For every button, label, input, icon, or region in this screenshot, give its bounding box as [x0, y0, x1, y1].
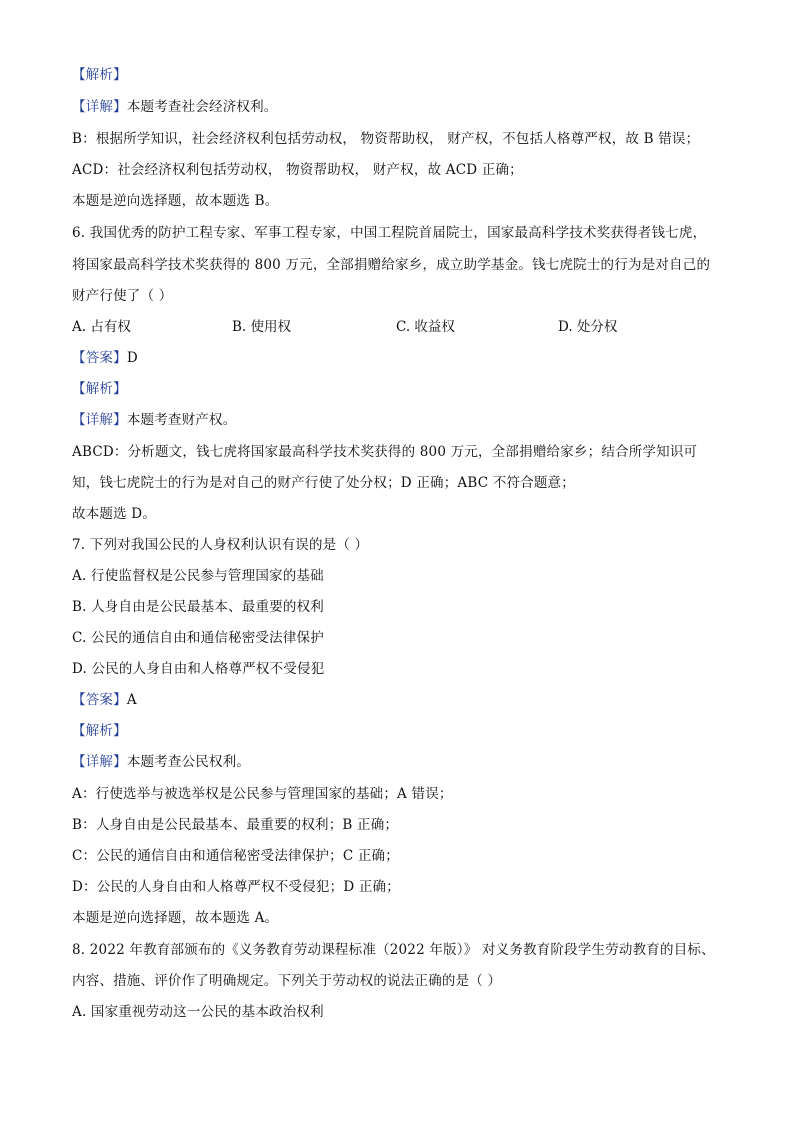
q8-option-a: A. 国家重视劳动这一公民的基本政治权利 — [72, 1004, 324, 1020]
q8-stem-line-2: 内容、措施、评价作了明确规定。下列关于劳动权的说法正确的是（ ） — [72, 973, 502, 989]
q6-option-a: A. 占有权 — [72, 319, 131, 335]
q6-analysis-tag — [72, 380, 722, 398]
q7-option-d: D. 公民的人身自由和人格尊严权不受侵犯 — [72, 661, 325, 677]
q7-detail-line — [72, 753, 722, 771]
q5-analysis-b: B：根据所学知识，社会经济权利包括劳动权， 物资帮助权， 财产权，不包括人格尊严权，故 B 错误； — [72, 131, 700, 147]
q7-analysis-a: A：行使选举与被选举权是公民参与管理国家的基础；A 错误； — [72, 786, 453, 802]
q7-option-a: A. 行使监督权是公民参与管理国家的基础 — [72, 568, 324, 584]
q7-answer-line — [72, 691, 722, 709]
q6-options — [72, 318, 722, 336]
detail-tag: 【详解】 — [72, 99, 127, 115]
q6-option-b: B. 使用权 — [232, 319, 292, 335]
detail-text: 本题考查公民权利。 — [126, 754, 251, 770]
q5-conclusion: 本题是逆向选择题，故本题选 B。 — [72, 193, 279, 209]
answer-tag: 【答案】 — [72, 692, 127, 708]
detail-tag: 【详解】 — [72, 754, 127, 770]
q6-stem-line-2: 将国家最高科学技术奖获得的 800 万元，全部捐赠给家乡，成立助学基金。钱七虎院士的行为是对自己的 — [72, 257, 711, 273]
q7-analysis-tag — [72, 722, 722, 740]
q7-analysis-d: D：公民的人身自由和人格尊严权不受侵犯；D 正确； — [72, 879, 400, 895]
answer-value: A — [126, 692, 137, 708]
detail-tag: 【详解】 — [72, 412, 127, 428]
q7-option-c: C. 公民的通信自由和通信秘密受法律保护 — [72, 630, 324, 646]
q5-analysis-acd: ACD：社会经济权利包括劳动权， 物资帮助权， 财产权，故 ACD 正确； — [72, 162, 523, 178]
detail-text: 本题考查社会经济权利。 — [126, 99, 278, 115]
q8-stem-line-1: 8. 2022 年教育部颁布的《义务教育劳动课程标准（2022 年版）》 对义务教育阶段学生劳动教育的目标、 — [72, 942, 715, 958]
q7-stem: 7. 下列对我国公民的人身权利认识有误的是（ ） — [72, 537, 369, 553]
q6-analysis-line-2: 知，钱七虎院士的行为是对自己的财产行使了处分权；D 正确；ABC 不符合题意； — [72, 475, 575, 491]
answer-tag: 【答案】 — [72, 350, 127, 366]
detail-text: 本题考查财产权。 — [126, 412, 237, 428]
analysis-tag: 【解析】 — [72, 723, 127, 739]
q6-detail-line — [72, 411, 722, 429]
analysis-tag: 【解析】 — [72, 381, 127, 397]
q6-stem-line-1: 6. 我国优秀的防护工程专家、军事工程专家，中国工程院首届院士，国家最高科学技术奖获得者钱七虎， — [72, 225, 707, 241]
analysis-tag: 【解析】 — [72, 67, 127, 83]
q7-analysis-b: B：人身自由是公民最基本、最重要的权利；B 正确； — [72, 817, 399, 833]
q7-analysis-c: C：公民的通信自由和通信秘密受法律保护；C 正确； — [72, 848, 399, 864]
q6-option-c: C. 收益权 — [396, 319, 455, 335]
q7-conclusion: 本题是逆向选择题，故本题选 A。 — [72, 910, 279, 926]
q6-conclusion: 故本题选 D。 — [72, 506, 157, 522]
q5-analysis-tag — [72, 66, 722, 84]
q6-stem-line-3: 财产行使了（ ） — [72, 288, 173, 304]
q6-option-d: D. 处分权 — [558, 319, 618, 335]
answer-value: D — [126, 350, 138, 366]
q7-option-b: B. 人身自由是公民最基本、最重要的权利 — [72, 599, 325, 615]
q6-analysis-line-1: ABCD：分析题文，钱七虎将国家最高科学技术奖获得的 800 万元，全部捐赠给家乡；结合所学知识可 — [72, 444, 698, 460]
q5-detail-line — [72, 98, 722, 116]
q6-answer-line — [72, 349, 722, 367]
